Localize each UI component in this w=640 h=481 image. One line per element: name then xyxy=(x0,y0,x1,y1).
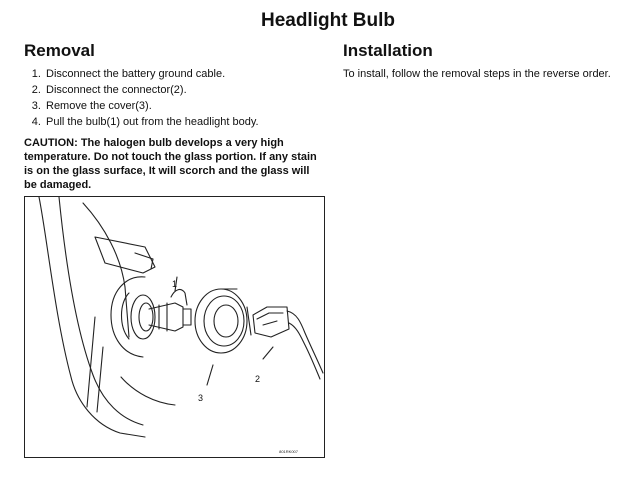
callout-1: 1 xyxy=(172,279,178,289)
removal-section xyxy=(24,40,324,192)
leader-3 xyxy=(207,365,213,385)
connector-body xyxy=(253,307,289,337)
removal-step: 3. Remove the cover(3). xyxy=(44,98,324,114)
removal-step: 2. Disconnect the connector(2). xyxy=(44,82,324,98)
page-title: Headlight Bulb xyxy=(260,10,396,31)
cover-outer xyxy=(195,289,247,353)
housing-outline xyxy=(39,197,145,437)
housing-bowl xyxy=(111,277,145,357)
removal-heading: Removal xyxy=(24,41,95,60)
housing-bracket xyxy=(95,237,155,273)
removal-step: 4. Pull the bulb(1) out from the headlight body. xyxy=(44,114,324,130)
installation-section xyxy=(343,40,638,81)
caution-text: CAUTION: The halogen bulb develops a very high temperature. Do not touch the glass portion. If any stain is on the glass surface, It will scorch and the glass will be damaged. xyxy=(24,137,317,191)
callout-2: 2 xyxy=(255,374,261,384)
figure-code: 801RK007 xyxy=(279,449,298,454)
housing-rib xyxy=(83,203,129,337)
connector-wire xyxy=(287,311,323,373)
headlight-illustration xyxy=(25,197,326,459)
socket-ring xyxy=(131,295,155,339)
callout-3: 3 xyxy=(198,393,204,403)
installation-text: To install, follow the removal steps in the reverse order. xyxy=(343,68,611,80)
removal-step: 1. Disconnect the battery ground cable. xyxy=(44,66,324,82)
housing-inner-edge xyxy=(59,197,143,425)
bulb-terminals xyxy=(183,309,191,325)
headlight-bulb-figure xyxy=(24,196,325,458)
leader-2 xyxy=(263,347,273,359)
installation-heading: Installation xyxy=(343,41,433,60)
removal-steps xyxy=(24,66,324,130)
cover-center xyxy=(214,305,238,337)
bulb-clip xyxy=(171,290,187,305)
